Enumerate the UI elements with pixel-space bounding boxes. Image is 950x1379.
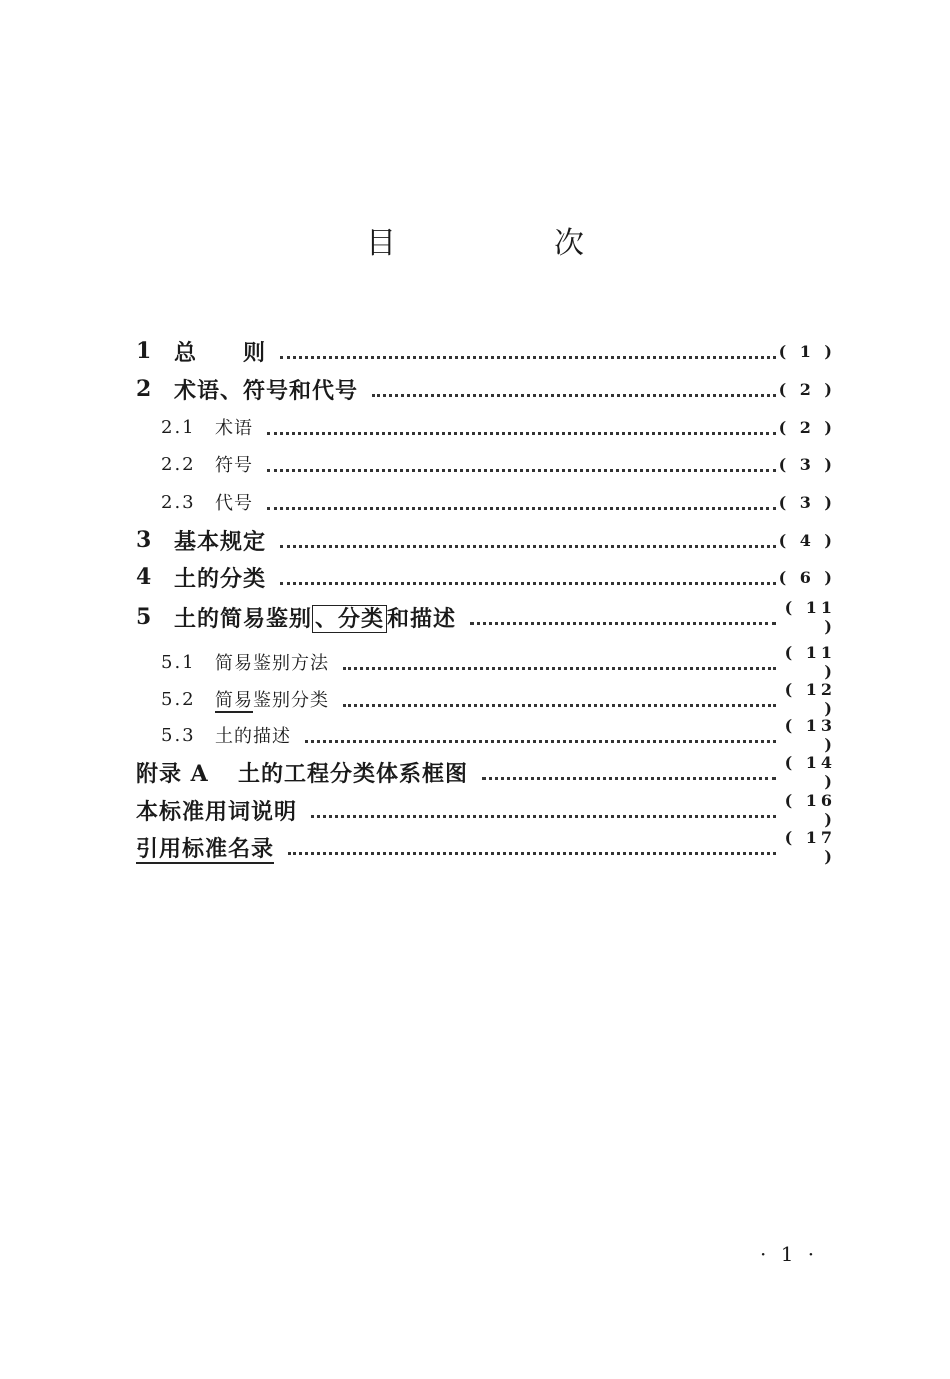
toc-title: 代号	[215, 493, 253, 514]
toc-title	[136, 832, 288, 863]
toc-entry[interactable]	[136, 753, 836, 791]
toc-number: 2.2	[161, 453, 196, 475]
dot-leader	[267, 449, 776, 479]
toc-title: 土的分类	[174, 565, 267, 592]
toc-number: 5.1	[161, 651, 196, 673]
toc-entry[interactable]	[136, 487, 836, 517]
toc-title: 本标准用词说明	[136, 798, 298, 825]
page-number-footer: · 1 ·	[760, 1242, 819, 1266]
toc-entry[interactable]	[136, 680, 836, 718]
dot-leader	[280, 562, 776, 592]
toc-page-number: ( 13 )	[784, 716, 836, 754]
underlined-annotation: 引用标准名录	[136, 835, 275, 862]
toc-number: 2.3	[161, 491, 196, 513]
dot-leader	[267, 412, 776, 442]
toc-title	[215, 686, 343, 712]
dot-leader	[311, 795, 776, 825]
toc-title-part: 土的简易鉴别	[174, 605, 313, 632]
toc-entry[interactable]	[136, 374, 836, 404]
toc-number: 1	[136, 338, 153, 364]
toc-title: 符号	[215, 455, 253, 476]
toc-page-number: ( 14 )	[784, 753, 836, 791]
toc-page-number: ( 3 )	[778, 454, 836, 474]
toc-page-number: ( 17 )	[784, 828, 836, 866]
toc-page-number: ( 12 )	[784, 680, 836, 718]
toc-page-number: ( 3 )	[778, 492, 836, 512]
dot-leader	[372, 374, 776, 404]
toc-title-part: 鉴别分类	[253, 690, 329, 711]
toc-entry[interactable]	[136, 562, 836, 592]
toc-page-number: ( 1 )	[778, 341, 836, 361]
toc-entry[interactable]	[136, 598, 836, 636]
dot-leader	[280, 525, 776, 555]
dot-leader	[343, 647, 776, 677]
toc-title	[174, 602, 470, 633]
toc-page-number: ( 11 )	[784, 598, 836, 636]
toc-title: 土的描述	[215, 726, 291, 747]
toc-number: 2.1	[161, 416, 196, 438]
toc-page-number: ( 6 )	[778, 567, 836, 587]
toc-entry[interactable]	[136, 828, 836, 866]
toc-entry[interactable]	[136, 412, 836, 442]
dot-leader	[482, 757, 776, 787]
toc-title: 基本规定	[174, 528, 267, 555]
toc-number: 5	[136, 604, 153, 630]
toc-entry[interactable]	[136, 525, 836, 555]
toc-number: 5.2	[161, 688, 196, 710]
toc-entry[interactable]	[136, 643, 836, 681]
dot-leader	[288, 832, 776, 862]
dot-leader	[470, 602, 776, 632]
dot-leader	[343, 684, 776, 714]
toc-page-number: ( 2 )	[778, 379, 836, 399]
toc-number: 5.3	[161, 724, 196, 746]
toc-entry[interactable]	[136, 336, 836, 366]
dot-leader	[305, 720, 776, 750]
toc-title: 简易鉴别方法	[215, 653, 329, 674]
dot-leader	[267, 487, 776, 517]
toc-title: 总 则	[174, 339, 267, 366]
boxed-annotation: 、分类	[312, 605, 387, 633]
toc-title: 术语	[215, 418, 253, 439]
toc-number: 2	[136, 376, 153, 402]
toc-entry[interactable]	[136, 449, 836, 479]
underlined-annotation: 简易	[215, 690, 253, 711]
toc-number: 4	[136, 564, 153, 590]
toc-number: 3	[136, 527, 153, 553]
page-title: 目 次	[366, 226, 648, 261]
toc-entry[interactable]	[136, 716, 836, 754]
toc-title-part: 和描述	[387, 605, 457, 632]
toc-page-number: ( 2 )	[778, 417, 836, 437]
toc-title: 土的工程分类体系框图	[238, 760, 469, 787]
dot-leader	[280, 336, 776, 366]
toc-page-number: ( 16 )	[784, 791, 836, 829]
toc-page-number: ( 11 )	[784, 643, 836, 681]
toc-number: 附录 A	[136, 760, 209, 787]
toc-title: 术语、符号和代号	[174, 377, 359, 404]
toc-page-number: ( 4 )	[778, 530, 836, 550]
toc-entry[interactable]	[136, 791, 836, 829]
